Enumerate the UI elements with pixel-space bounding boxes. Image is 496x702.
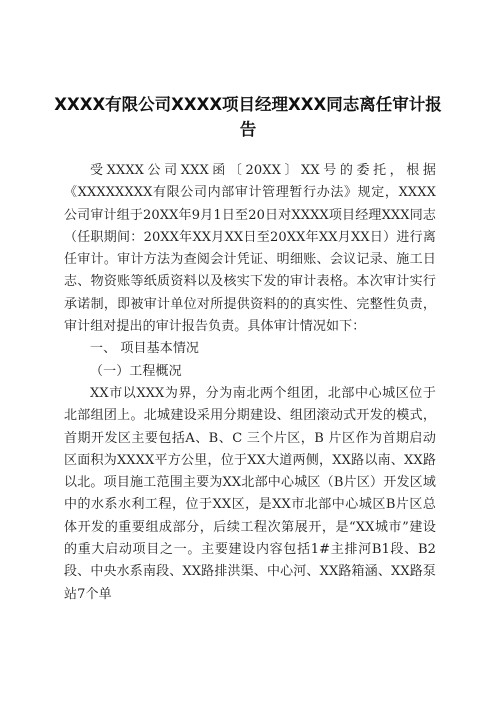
project-overview-paragraph: XX市以XXX为界，分为南北两个组团，北部中心城区位于北部组团上。北城建设采用分期建设、组团滚动式开发的模式，首期开发区主要包括A、B、C 三个片区，B 片区作为首期启动区面积为XXXX平方公里，位于XX大道两侧，XX路以南、XX路以北。项目施工范围主要为XX北部中心城区（B片区）开发区域中的水系水利工程，位于XX区，是XX市北部中心城区B片区总体开发的重要组成部分，后续工程次第展开，是“XX城市”建设的重大启动项目之一。主要建设内容包括1#主排河B1段、B2段、中央水系南段、XX路排洪渠、中心河、XX路箱涵、XX路泵站7个单 — [64, 385, 436, 602]
document-title: XXXX有限公司XXXX项目经理XXX同志离任审计报告 — [54, 95, 442, 139]
document-body — [64, 160, 436, 606]
subsection-heading: （一）工程概况 — [90, 363, 182, 379]
intro-paragraph: 受XXXX公司XXX函〔20XX〕XX号的委托，根据《XXXXXXXX有限公司内部审计管理暂行办法》规定，XXXX公司审计组于20XX年9月1日至20日对XXXX项目经理XXX同志（任职期间：20XX年XX月XX日至20XX年XX月XX日）进行离任审计。审计方法为查阅会计凭证、明细账、会议记录、施工日志、物资账等纸质资料以及核实下发的审计表格。本次审计实行承诺制，即被审计单位对所提供资料的的真实性、完整性负责，审计组对提出的审计报告负责。具体审计情况如下： — [64, 163, 436, 335]
section-heading: 一、 项目基本情况 — [90, 341, 200, 357]
